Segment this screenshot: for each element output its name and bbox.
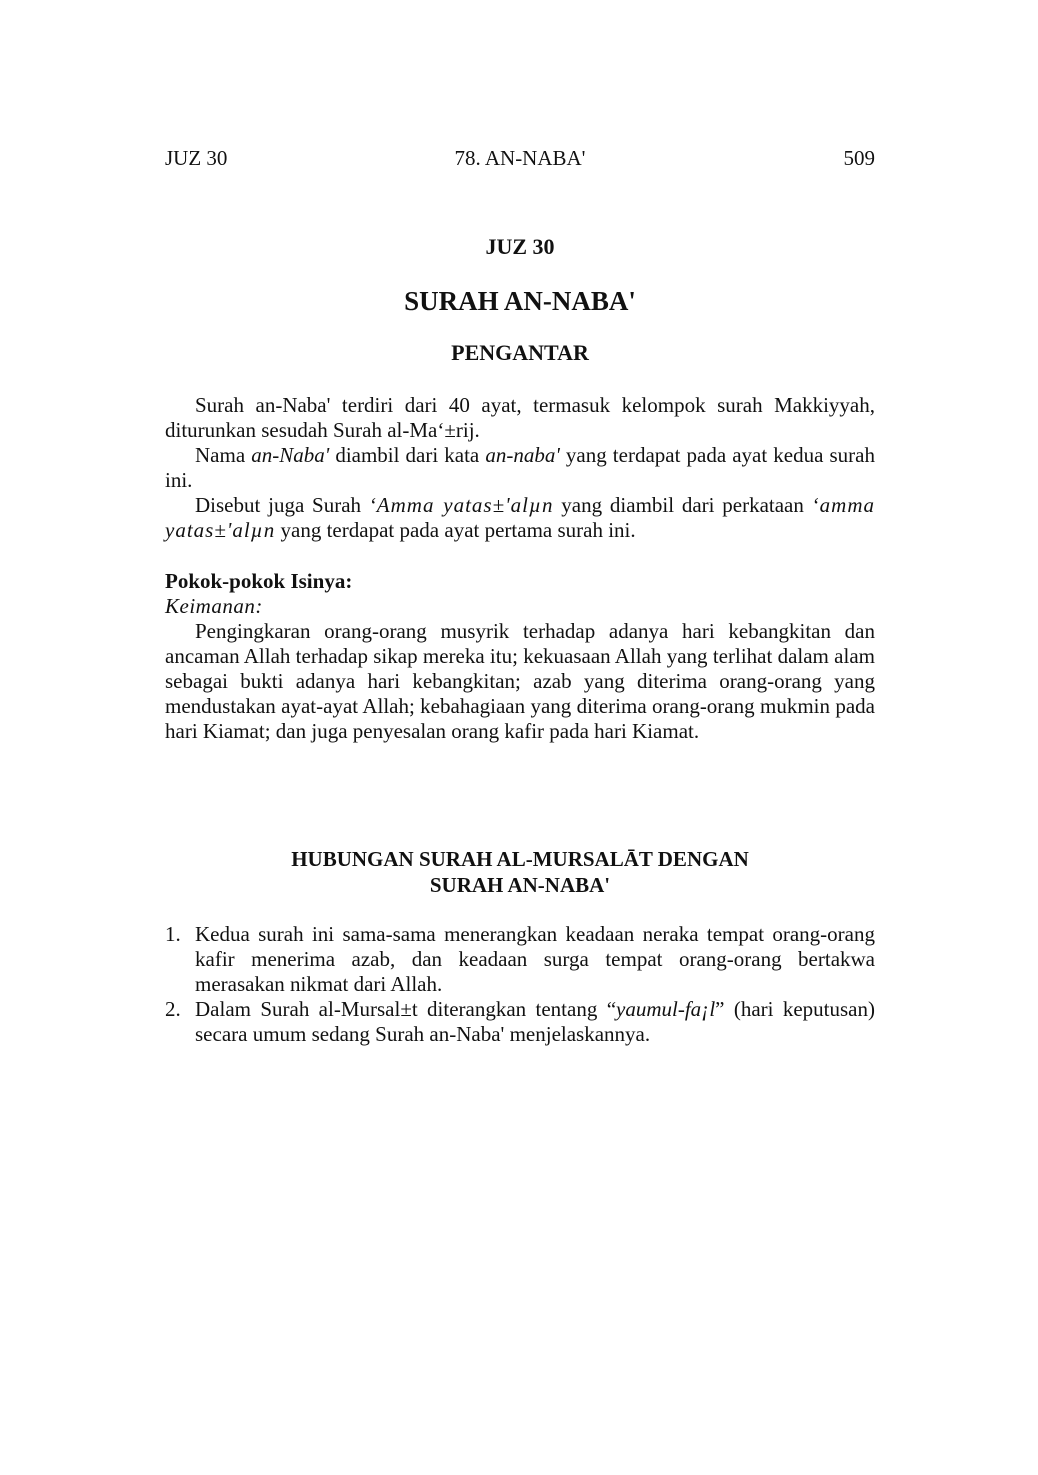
list-item-text: Dalam Surah al-Mursal±t diterangkan tentang “ <box>195 997 617 1021</box>
header-surah-name: 78. AN-NABA' <box>454 146 586 170</box>
text-run: Disebut juga Surah <box>195 493 369 517</box>
text-run: yang terdapat pada ayat kedua surah ini. <box>165 443 875 492</box>
intro-paragraph-3 <box>165 493 875 543</box>
juz-title: JUZ 30 <box>485 234 555 259</box>
list-item <box>165 997 875 1047</box>
pokok-section <box>165 569 875 744</box>
hubungan-heading-line-2: SURAH AN-NABA' <box>429 873 611 897</box>
intro-paragraph-2 <box>165 443 875 493</box>
pokok-subheading: Keimanan: <box>165 594 263 618</box>
intro-paragraph-1: Surah an-Naba' terdiri dari 40 ayat, termasuk kelompok surah Makkiyyah, diturunkan sesudah Surah al-Ma‘±rij. <box>165 393 875 442</box>
text-run: yang terdapat pada ayat pertama surah ini. <box>275 518 636 542</box>
running-header <box>165 146 875 172</box>
pokok-paragraph: Pengingkaran orang-orang musyrik terhadap adanya hari kebangkitan dan ancaman Allah terhadap sikap mereka itu; kekuasaan Allah yang terlihat dalam alam sebagai bukti adanya hari kebangkitan; azab yang diterima orang-orang yang mendustakan ayat-ayat Allah; kebahagiaan yang diterima orang-orang mukmin pada hari Kiamat; dan juga penyesalan orang kafir pada hari Kiamat. <box>165 619 875 743</box>
hubungan-heading-line-1: HUBUNGAN SURAH AL-MURSALĀT DENGAN <box>291 847 749 871</box>
list-item-text: ” (hari keputusan) secara umum sedang Surah an-Naba' menjelaskannya. <box>195 997 875 1046</box>
text-run: diambil dari kata <box>329 443 486 467</box>
intro-section <box>165 393 875 543</box>
italic-term: ‘amma yatas±'alµn <box>165 493 875 542</box>
page-number: 509 <box>843 146 875 170</box>
italic-term: an-naba' <box>485 443 560 467</box>
hubungan-list <box>165 922 875 1047</box>
surah-title: SURAH AN-NABA' <box>404 286 636 316</box>
italic-term: yaumul-fa¡l <box>616 997 716 1021</box>
pokok-heading: Pokok-pokok Isinya: <box>165 569 353 593</box>
text-run: yang diambil dari perkataan <box>553 493 812 517</box>
text-run: Nama <box>195 443 252 467</box>
list-number: 2. <box>165 997 181 1021</box>
italic-term: ‘Amma yatas±'alµn <box>368 493 554 517</box>
list-item-text: Kedua surah ini sama-sama menerangkan keadaan neraka tempat orang-orang kafir menerima azab, dan keadaan surga tempat orang-orang bertakwa merasakan nikmat dari Allah. <box>195 922 875 996</box>
list-number: 1. <box>165 922 181 946</box>
hubungan-heading <box>165 846 875 898</box>
intro-heading: PENGANTAR <box>451 340 589 365</box>
italic-term: an-Naba' <box>251 443 330 467</box>
list-item <box>165 922 875 997</box>
header-juz: JUZ 30 <box>165 146 228 170</box>
